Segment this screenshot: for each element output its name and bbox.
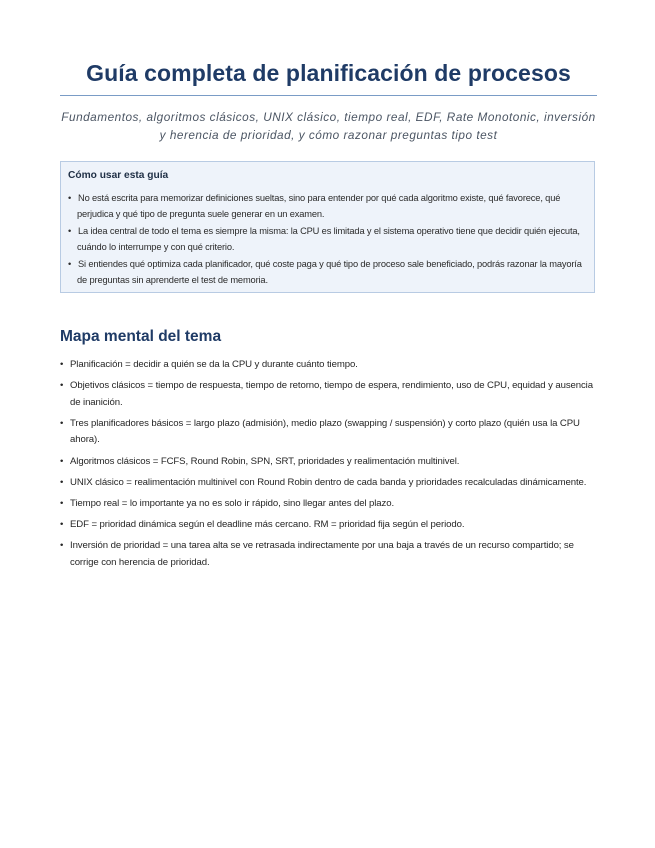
list-item-text: Inversión de prioridad = una tarea alta se ve retrasada indirectamente por una baja a través de un recurso compartido; se corrige con herencia de prioridad. [70, 540, 574, 568]
bullet-icon: • [68, 258, 72, 269]
bullet-icon: • [60, 519, 64, 531]
list-item-text: Tres planificadores básicos = largo plazo (admisión), medio plazo (swapping / suspensión) y corto plazo (quién usa la CPU ahora). [70, 417, 580, 446]
bullet-icon: • [68, 225, 72, 236]
bullet-icon: • [68, 193, 72, 203]
page-subtitle: Fundamentos, algoritmos clásicos, UNIX clásico, tiempo real, EDF, Rate Monotonic, inversión y herencia de prioridad, y cómo razonar preguntas tipo test [61, 110, 596, 142]
guide-list-item [68, 224, 588, 256]
guide-list-item [68, 257, 588, 289]
list-item [60, 517, 597, 534]
list-item-text: Objetivos clásicos = tiempo de respuesta, tiempo de retorno, tiempo de espera, rendimiento, uso de CPU, equidad y ausencia de inanición. [70, 380, 593, 408]
list-item [60, 378, 597, 411]
list-item [60, 416, 597, 449]
list-item [60, 475, 597, 492]
bullet-icon: • [60, 476, 64, 488]
bullet-icon: • [60, 455, 64, 467]
guide-item-text: No está escrita para memorizar definiciones sueltas, sino para entender por qué cada algoritmo existe, qué favorece, qué perjudica y qué tipo de pregunta suele generar en un examen. [77, 193, 561, 219]
page-title: Guía completa de planificación de procesos [86, 60, 571, 86]
bullet-icon: • [60, 417, 64, 429]
bullet-icon: • [60, 380, 64, 392]
mind-map-list [60, 357, 597, 576]
guide-box [60, 161, 595, 293]
list-item [60, 357, 597, 374]
title-divider [60, 95, 597, 96]
bullet-icon: • [60, 540, 64, 552]
list-item [60, 496, 597, 513]
list-item-text: Planificación = decidir a quién se da la CPU y durante cuánto tiempo. [70, 359, 358, 370]
list-item [60, 538, 597, 571]
bullet-icon: • [60, 497, 64, 509]
list-item-text: UNIX clásico = realimentación multinivel con Round Robin dentro de cada banda y prioridades recalculadas dinámicamente. [70, 476, 587, 488]
list-item [60, 454, 597, 471]
list-item-text: Algoritmos clásicos = FCFS, Round Robin, SPN, SRT, prioridades y realimentación multinivel. [70, 455, 460, 467]
list-item-text: Tiempo real = lo importante ya no es solo ir rápido, sino llegar antes del plazo. [70, 497, 395, 509]
section-title: Mapa mental del tema [60, 328, 222, 345]
guide-list [68, 191, 588, 290]
list-item-text: EDF = prioridad dinámica según el deadline más cercano. RM = prioridad fija según el periodo. [70, 519, 465, 531]
guide-item-text: Si entiendes qué optimiza cada planificador, qué coste paga y qué tipo de proceso sale beneficiado, podrás razonar la mayoría de preguntas sin aprenderte el test de memoria. [77, 258, 582, 285]
bullet-icon: • [60, 359, 64, 370]
guide-box-title: Cómo usar esta guía [68, 170, 169, 181]
guide-item-text: La idea central de todo el tema es siempre la misma: la CPU es limitada y el sistema operativo tiene que decidir quién ejecuta, cuándo lo interrumpe y con qué criterio. [77, 225, 580, 252]
guide-list-item [68, 191, 588, 223]
